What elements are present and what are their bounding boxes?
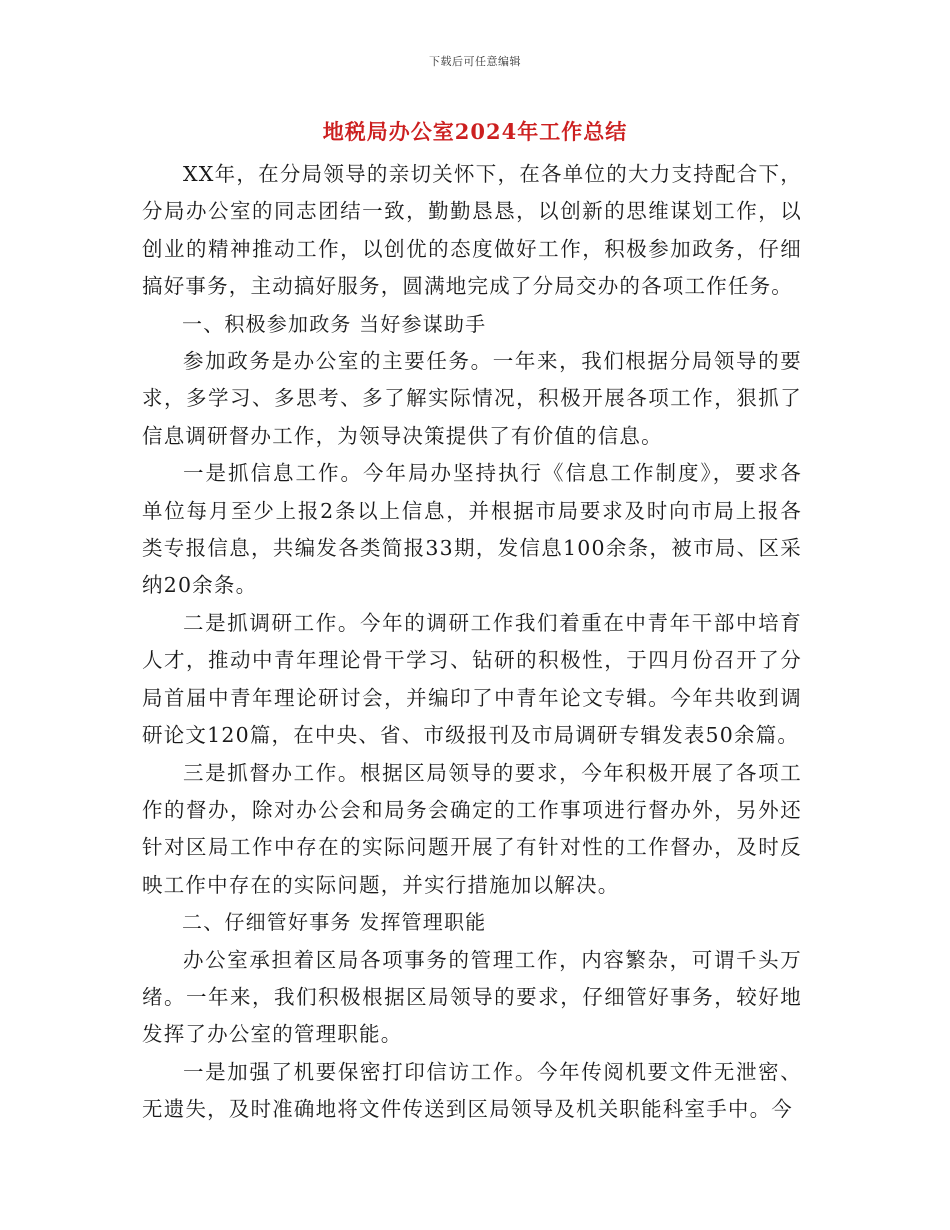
- paragraph-supervision-work: 三是抓督办工作。根据区局领导的要求，今年积极开展了各项工作的督办，除对办公会和局务会确定的工作事项进行督办外，另外还针对区局工作中存在的实际问题开展了有针对性的工作督办，及时反映工作中存在的实际问题，并实行措施加以解决。: [142, 760, 802, 897]
- header-note: 下载后可任意编辑: [429, 55, 521, 68]
- document-title: 地税局办公室2024年工作总结: [322, 119, 628, 144]
- paragraph-information-work: 一是抓信息工作。今年局办坚持执行《信息工作制度》，要求各单位每月至少上报2条以上信息，并根据市局要求及时向市局上报各类专报信息，共编发各类简报33期，发信息100余条，被市局、区采纳20余条。: [142, 461, 802, 598]
- section-heading-2: 二、仔细管好事务 发挥管理职能: [182, 910, 487, 935]
- document-body: [142, 156, 802, 1129]
- paragraph-research-work: 二是抓调研工作。今年的调研工作我们着重在中青年干部中培育人才，推动中青年理论骨干学习、钻研的积极性，于四月份召开了分局首届中青年理论研讨会，并编印了中青年论文专辑。今年共收到调研论文120篇，在中央、省、市级报刊及市局调研专辑发表50余篇。: [142, 610, 802, 748]
- paragraph-intro: XX年，在分局领导的亲切关怀下，在各单位的大力支持配合下，分局办公室的同志团结一致，勤勤恳恳，以创新的思维谋划工作，以创业的精神推动工作，以创优的态度做好工作，积极参加政务，仔细搞好事务，主动搞好服务，圆满地完成了分局交办的各项工作任务。: [142, 162, 802, 299]
- paragraph-section2-intro: 办公室承担着区局各项事务的管理工作，内容繁杂，可谓千头万绪。一年来，我们积极根据区局领导的要求，仔细管好事务，较好地发挥了办公室的管理职能。: [142, 947, 802, 1047]
- paragraph-section1-intro: 参加政务是办公室的主要任务。一年来，我们根据分局领导的要求，多学习、多思考、多了解实际情况，积极开展各项工作，狠抓了信息调研督办工作，为领导决策提供了有价值的信息。: [142, 349, 802, 448]
- section-heading-1: 一、积极参加政务 当好参谋助手: [182, 311, 487, 336]
- paragraph-confidential-work: 一是加强了机要保密打印信访工作。今年传阅机要文件无泄密、无遗失，及时准确地将文件传送到区局领导及机关职能科室手中。今: [142, 1059, 802, 1122]
